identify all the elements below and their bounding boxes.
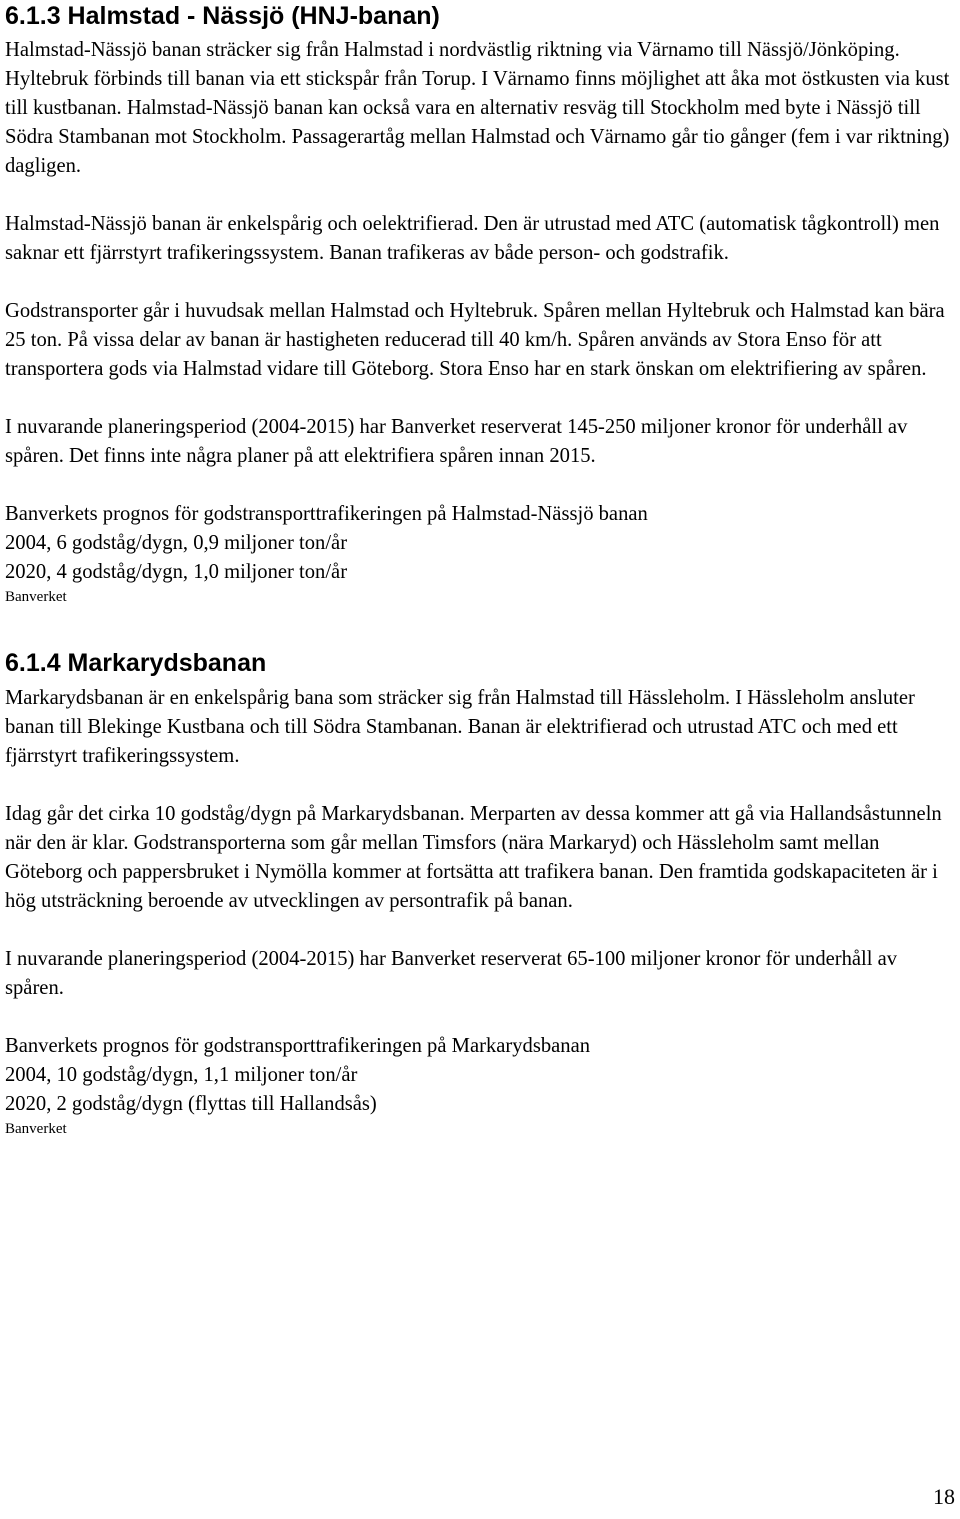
paragraph-markaryd-planning: I nuvarande planeringsperiod (2004-2015) har Banverket reserverat 65-100 miljoner kronor för underhåll av spåren. [5,948,898,999]
paragraph-hnj-intro: Halmstad-Nässjö banan sträcker sig från Halmstad i nordvästlig riktning via Värnamo till Nässjö/Jönköping. Hyltebruk förbinds till banan via ett stickspår från Torup. I Värnamo finns möjlighet att åka mot östkusten via kust till kustbanan. Halmstad-Nässjö banan kan också vara en alternativ resväg till Stockholm med byte i Nässjö till Södra Stambanan mot Stockholm. Passagerartåg mellan Halmstad och Värnamo går tio gånger (fem i var riktning) dagligen. [5,39,950,177]
source-note-hnj: Banverket [5,589,67,605]
document-page [5,0,955,1139]
paragraph-markaryd-freight: Idag går det cirka 10 godståg/dygn på Markarydsbanan. Merparten av dessa kommer att gå via Hallandsåstunneln när den är klar. Godstransporterna som går mellan Timsfors (nära Markaryd) och Hässleholm samt mellan Göteborg och pappersbruket i Nymölla kommer at fortsätta att trafikera banan. Den framtida godskapaciteten är i hög utsträckning beroende av utvecklingen av persontrafik på banan. [5,803,942,912]
forecast-2020-markaryd: 2020, 2 godståg/dygn (flyttas till Hallandsås) [5,1093,377,1115]
forecast-title-hnj: Banverkets prognos för godstransporttrafikeringen på Halmstad-Nässjö banan [5,503,648,525]
paragraph-hnj-freight: Godstransporter går i huvudsak mellan Halmstad och Hyltebruk. Spåren mellan Hyltebruk och Halmstad kan bära 25 ton. På vissa delar av banan är hastigheten reducerad till 40 km/h. Spåren används av Stora Enso för att transportera gods via Halmstad vidare till Göteborg. Stora Enso har en stark önskan om elektrifiering av spåren. [5,300,945,380]
forecast-title-markaryd: Banverkets prognos för godstransporttrafikeringen på Markarydsbanan [5,1035,591,1057]
page-number: 18 [933,1484,955,1509]
forecast-2004-hnj: 2004, 6 godståg/dygn, 0,9 miljoner ton/år [5,532,348,554]
source-note-markaryd: Banverket [5,1121,67,1137]
forecast-2004-markaryd: 2004, 10 godståg/dygn, 1,1 miljoner ton/år [5,1064,358,1086]
section-heading-hnj: 6.1.3 Halmstad - Nässjö (HNJ-banan) [5,2,440,30]
paragraph-hnj-planning: I nuvarande planeringsperiod (2004-2015) har Banverket reserverat 145-250 miljoner kronor för underhåll av spåren. Det finns inte några planer på att elektrifiera spåren innan 2015. [5,416,908,467]
section-hnj-banan [5,1,955,607]
paragraph-hnj-track: Halmstad-Nässjö banan är enkelspårig och oelektrifierad. Den är utrustad med ATC (automatisk tågkontroll) men saknar ett fjärrstyrt trafikeringssystem. Banan trafikeras av både person- och godstrafik. [5,213,940,264]
forecast-2020-hnj: 2020, 4 godståg/dygn, 1,0 miljoner ton/år [5,561,348,583]
paragraph-markaryd-intro: Markarydsbanan är en enkelspårig bana som sträcker sig från Halmstad till Hässleholm. I Hässleholm ansluter banan till Blekinge Kustbana och till Södra Stambanan. Banan är elektrifierad och utrustad ATC och med ett fjärrstyrt trafikeringssystem. [5,687,915,767]
section-markarydsbanan [5,648,955,1139]
section-heading-markaryd: 6.1.4 Markarydsbanan [5,649,267,677]
